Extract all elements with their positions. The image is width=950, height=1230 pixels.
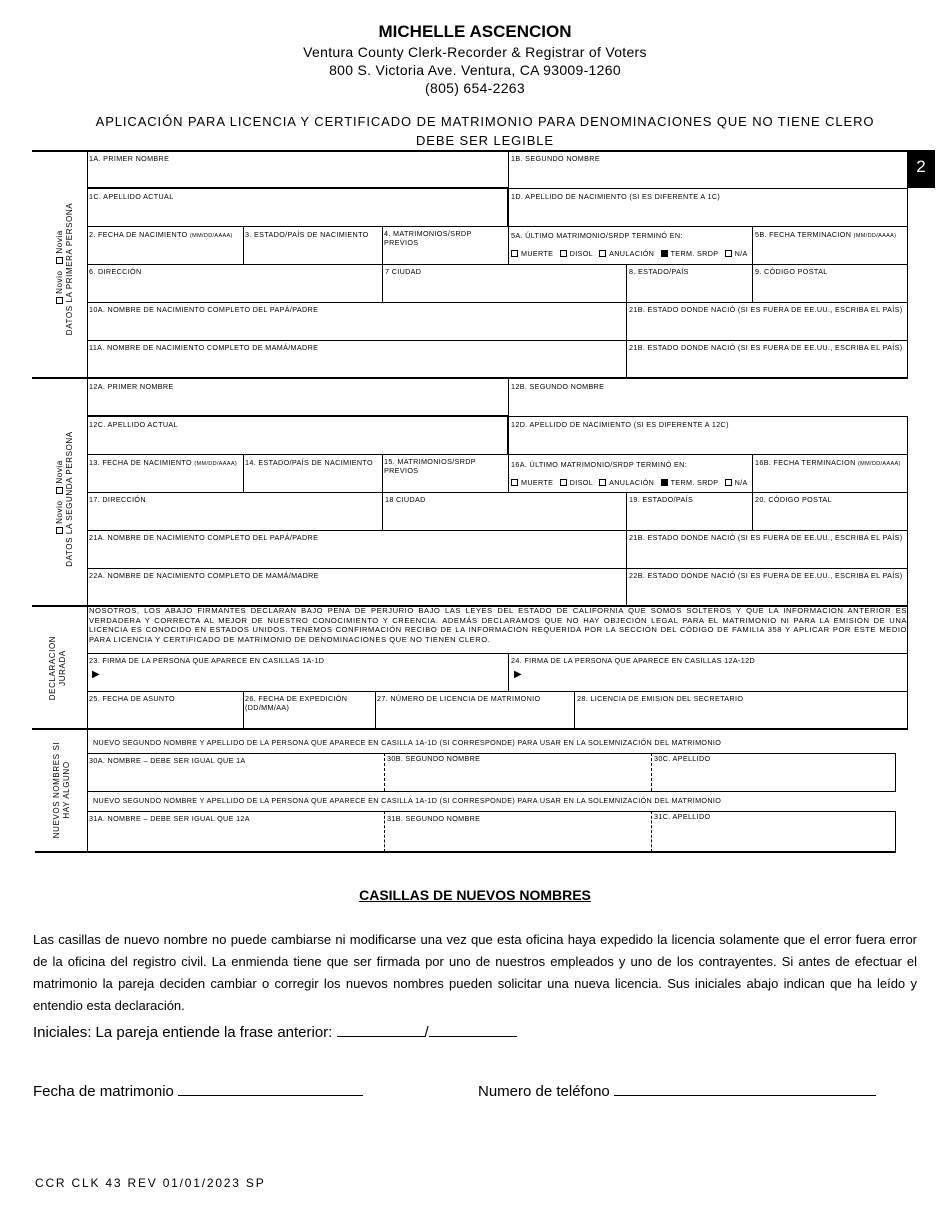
signature-arrow-icon: ▶	[92, 669, 100, 680]
field-4[interactable]: 4. MATRIMONIOS/SRDP PREVIOS	[384, 229, 472, 247]
form-title: APLICACIÓN PARA LICENCIA Y CERTIFICADO DE MATRIMONIO PARA DENOMINACIONES QUE NO TIENE CLERO	[95, 114, 875, 129]
form-subtitle: DEBE SER LEGIBLE	[416, 133, 554, 148]
phone-number-field[interactable]	[614, 1082, 876, 1096]
field-31b[interactable]: 31B. SEGUNDO NOMBRE	[387, 814, 481, 823]
initials-line: Iniciales: La pareja entiende la frase anterior: /	[33, 1023, 517, 1041]
field-21a[interactable]: 21A. NOMBRE DE NACIMIENTO COMPLETO DEL PAPÁ/PADRE	[89, 533, 319, 542]
field-25[interactable]: 25. FECHA DE ASUNTO	[89, 694, 176, 703]
field-12c[interactable]: 12C. APELLIDO ACTUAL	[89, 420, 178, 429]
field-13[interactable]: 13. FECHA DE NACIMIENTO (MM/DD/AAAA)	[89, 458, 238, 467]
field-16a[interactable]: 16A. ÚLTIMO MATRIMONIO/SRDP TERMINÓ EN:	[511, 460, 688, 469]
field-12a[interactable]: 12A. PRIMER NOMBRE	[89, 382, 174, 391]
field-18[interactable]: 18 CIUDAD	[385, 495, 426, 504]
field-6[interactable]: 6. DIRECCIÓN	[89, 267, 142, 276]
initials-field-1[interactable]	[337, 1023, 425, 1037]
clerk-name: MICHELLE ASCENCION	[378, 22, 572, 41]
new-names-paragraph: Las casillas de nuevo nombre no puede cambiarse ni modificarse una vez que esta oficina haya expedido la licencia solamente que el error fuera error de la oficina del registro civil. La enmienda tiene que ser firmada por uno de nuestros empleados y uno de los contrayentes. Si antes de efectuar el matrimonio la pareja deciden cambiar o corregir los nuevos nombres pueden solicitar una nueva licencia. Sus iniciales abajo indican que ha leído y entendio esta declaración.	[33, 932, 917, 1013]
field-22b[interactable]: 22B. ESTADO DONDE NACIÓ (SI ES FUERA DE EE.UU., ESCRIBA EL PAÍS)	[629, 571, 903, 580]
field-28[interactable]: 28. LICENCIA DE EMISION DEL SECRETARIO	[577, 694, 744, 703]
field-2[interactable]: 2. FECHA DE NACIMIENTO (MM/DD/AAAA)	[89, 230, 233, 239]
phone-number-line: Numero de teléfono	[478, 1082, 876, 1100]
field-5a[interactable]: 5A. ÚLTIMO MATRIMONIO/SRDP TERMINÓ EN:	[511, 231, 683, 240]
field-7[interactable]: 7 CIUDAD	[385, 267, 422, 276]
office-phone: (805) 654-2263	[425, 80, 525, 96]
new-names-row1-title: NUEVO SEGUNDO NOMBRE Y APELLIDO DE LA PERSONA QUE APARECE EN CASILLA 1A-1D (SI CORRESPONDE) PARA USAR EN LA SOLEMNIZACIÓN DEL MATRIMONIO	[93, 738, 722, 747]
novia-checkbox[interactable]	[56, 257, 63, 264]
field-1c[interactable]: 1C. APELLIDO ACTUAL	[89, 192, 174, 201]
new-names-side-title: NUEVOS NOMBRES SI HAY ALGUNO	[52, 741, 71, 839]
novia-checkbox[interactable]	[56, 487, 63, 494]
signature-arrow-icon: ▶	[514, 669, 522, 680]
person2-side-title: Novio Novia DATOS LA SEGUNDA PERSONA	[55, 431, 74, 567]
field-26[interactable]: 26. FECHA DE EXPEDICIÓN (DD/MM/AA)	[245, 694, 348, 712]
marriage-date-field[interactable]	[178, 1082, 363, 1096]
initials-field-2[interactable]	[429, 1023, 517, 1037]
field-17[interactable]: 17. DIRECCIÓN	[89, 495, 146, 504]
page-number-badge: 2	[907, 150, 935, 188]
field-30c[interactable]: 30C. APELLIDO	[654, 754, 711, 763]
field-12b[interactable]: 12B. SEGUNDO NOMBRE	[511, 382, 605, 391]
field-21b[interactable]: 21B. ESTADO DONDE NACIÓ (SI ES FUERA DE EE.UU., ESCRIBA EL PAÍS)	[629, 533, 903, 542]
new-names-heading: CASILLAS DE NUEVOS NOMBRES	[359, 887, 591, 903]
field-27[interactable]: 27. NÚMERO DE LICENCIA DE MATRIMONIO	[377, 694, 541, 703]
field-1d[interactable]: 1D. APELLIDO DE NACIMIENTO (SI ES DIFERENTE A 1C)	[511, 192, 721, 201]
field-3[interactable]: 3. ESTADO/PAÍS DE NACIMIENTO	[245, 230, 369, 239]
field-20[interactable]: 20. CÓDIGO POSTAL	[755, 495, 832, 504]
declaration-text: NOSOTROS, LOS ABAJO FIRMANTES DECLARAN BAJO PENA DE PERJURIO BAJO LAS LEYES DEL ESTADO DE CALIFORNIA QUE SOMOS SOLTEROS Y QUE LA INFORMACION ANTERIOR ES VERDADERA Y CORRECTA AL MEJOR DE NUESTRO CONOCIMIENTO Y CREENCIA. ADEMÁS DECLARAMOS QUE NO HAY OBJECIÓN LEGAL PARA EL MATRIMONIO NI PARA LA EMISIÓN DE UNA LICENCIA ES CONOCIDO EN ESTADOS UNIDOS. TENEMOS CONFIRMACIÓN RECIBO DE LA INFORMACIÓN REQUERIDA POR LA SECCIÓN DEL CÓDIGO DE FAMILIA 358 Y APLICAR POR ESTE MEDIO PARA LICENCIA Y CERTIFICADO DE MATRIMONIO DE DENOMINACIONES QUE NO TIENEN CLERO.	[89, 606, 907, 644]
novio-checkbox[interactable]	[56, 297, 63, 304]
declaration-side-title: DECLARACION JURADA	[48, 635, 67, 701]
field-30a[interactable]: 30A. NOMBRE – DEBE SER IGUAL QUE 1A	[89, 756, 246, 765]
field-5b[interactable]: 5B. FECHA TERMINACION (MM/DD/AAAA)	[755, 230, 897, 239]
field-1b[interactable]: 1B. SEGUNDO NOMBRE	[511, 154, 600, 163]
new-names-row2-title: NUEVO SEGUNDO NOMBRE Y APELLIDO DE LA PERSONA QUE APARECE EN CASILLA 1A-1D (SI CORRESPONDE) PARA USAR EN LA SOLEMNIZACIÓN DEL MATRIMONIO	[93, 796, 722, 805]
field-31a[interactable]: 31A. NOMBRE – DEBE SER IGUAL QUE 12A	[89, 814, 250, 823]
term-options-1: MUERTE DISOL ANULACIÓN TERM. SRDP N/A	[506, 249, 749, 258]
field-11a[interactable]: 11A. NOMBRE DE NACIMIENTO COMPLETO DE MAMÁ/MADRE	[89, 343, 319, 352]
novio-checkbox[interactable]	[56, 527, 63, 534]
field-19[interactable]: 19. ESTADO/PAÍS	[629, 495, 694, 504]
field-9[interactable]: 9. CÓDIGO POSTAL	[755, 267, 828, 276]
field-1a[interactable]: 1A. PRIMER NOMBRE	[89, 154, 170, 163]
field-12d[interactable]: 12D. APELLIDO DE NACIMIENTO (SI ES DIFERENTE A 12C)	[511, 420, 729, 429]
field-10b[interactable]: 21B. ESTADO DONDE NACIÓ (SI ES FUERA DE EE.UU., ESCRIBA EL PAÍS)	[629, 305, 903, 314]
field-23[interactable]: 23. FIRMA DE LA PERSONA QUE APARECE EN CASILLAS 1A-1D	[89, 656, 325, 665]
term-options-2: MUERTE DISOL ANULACIÓN TERM. SRDP N/A	[506, 478, 749, 487]
field-24[interactable]: 24. FIRMA DE LA PERSONA QUE APARECE EN CASILLAS 12A-12D	[511, 656, 756, 665]
field-15[interactable]: 15. MATRIMONIOS/SRDP PREVIOS	[384, 457, 476, 475]
person1-side-title: Novio Novia DATOS LA PRIMERA PERSONA	[55, 202, 74, 336]
field-31c[interactable]: 31C. APELLIDO	[654, 812, 711, 821]
field-10a[interactable]: 10A. NOMBRE DE NACIMIENTO COMPLETO DEL PAPÁ/PADRE	[89, 305, 319, 314]
office-address: 800 S. Victoria Ave. Ventura, CA 93009-1260	[329, 62, 621, 78]
form-code: CCR CLK 43 REV 01/01/2023 SP	[35, 1176, 266, 1190]
field-16b[interactable]: 16B. FECHA TERMINACION (MM/DD/AAAA)	[755, 458, 901, 467]
field-22a[interactable]: 22A. NOMBRE DE NACIMIENTO COMPLETO DE MAMÁ/MADRE	[89, 571, 319, 580]
field-8[interactable]: 8. ESTADO/PAÍS	[629, 267, 689, 276]
office-name: Ventura County Clerk-Recorder & Registrar of Voters	[303, 44, 647, 60]
field-11b[interactable]: 21B. ESTADO DONDE NACIÓ (SI ES FUERA DE EE.UU., ESCRIBA EL PAÍS)	[629, 343, 903, 352]
field-30b[interactable]: 30B. SEGUNDO NOMBRE	[387, 754, 481, 763]
field-14[interactable]: 14. ESTADO/PAÍS DE NACIMIENTO	[245, 458, 373, 467]
marriage-date-line: Fecha de matrimonio	[33, 1082, 363, 1100]
